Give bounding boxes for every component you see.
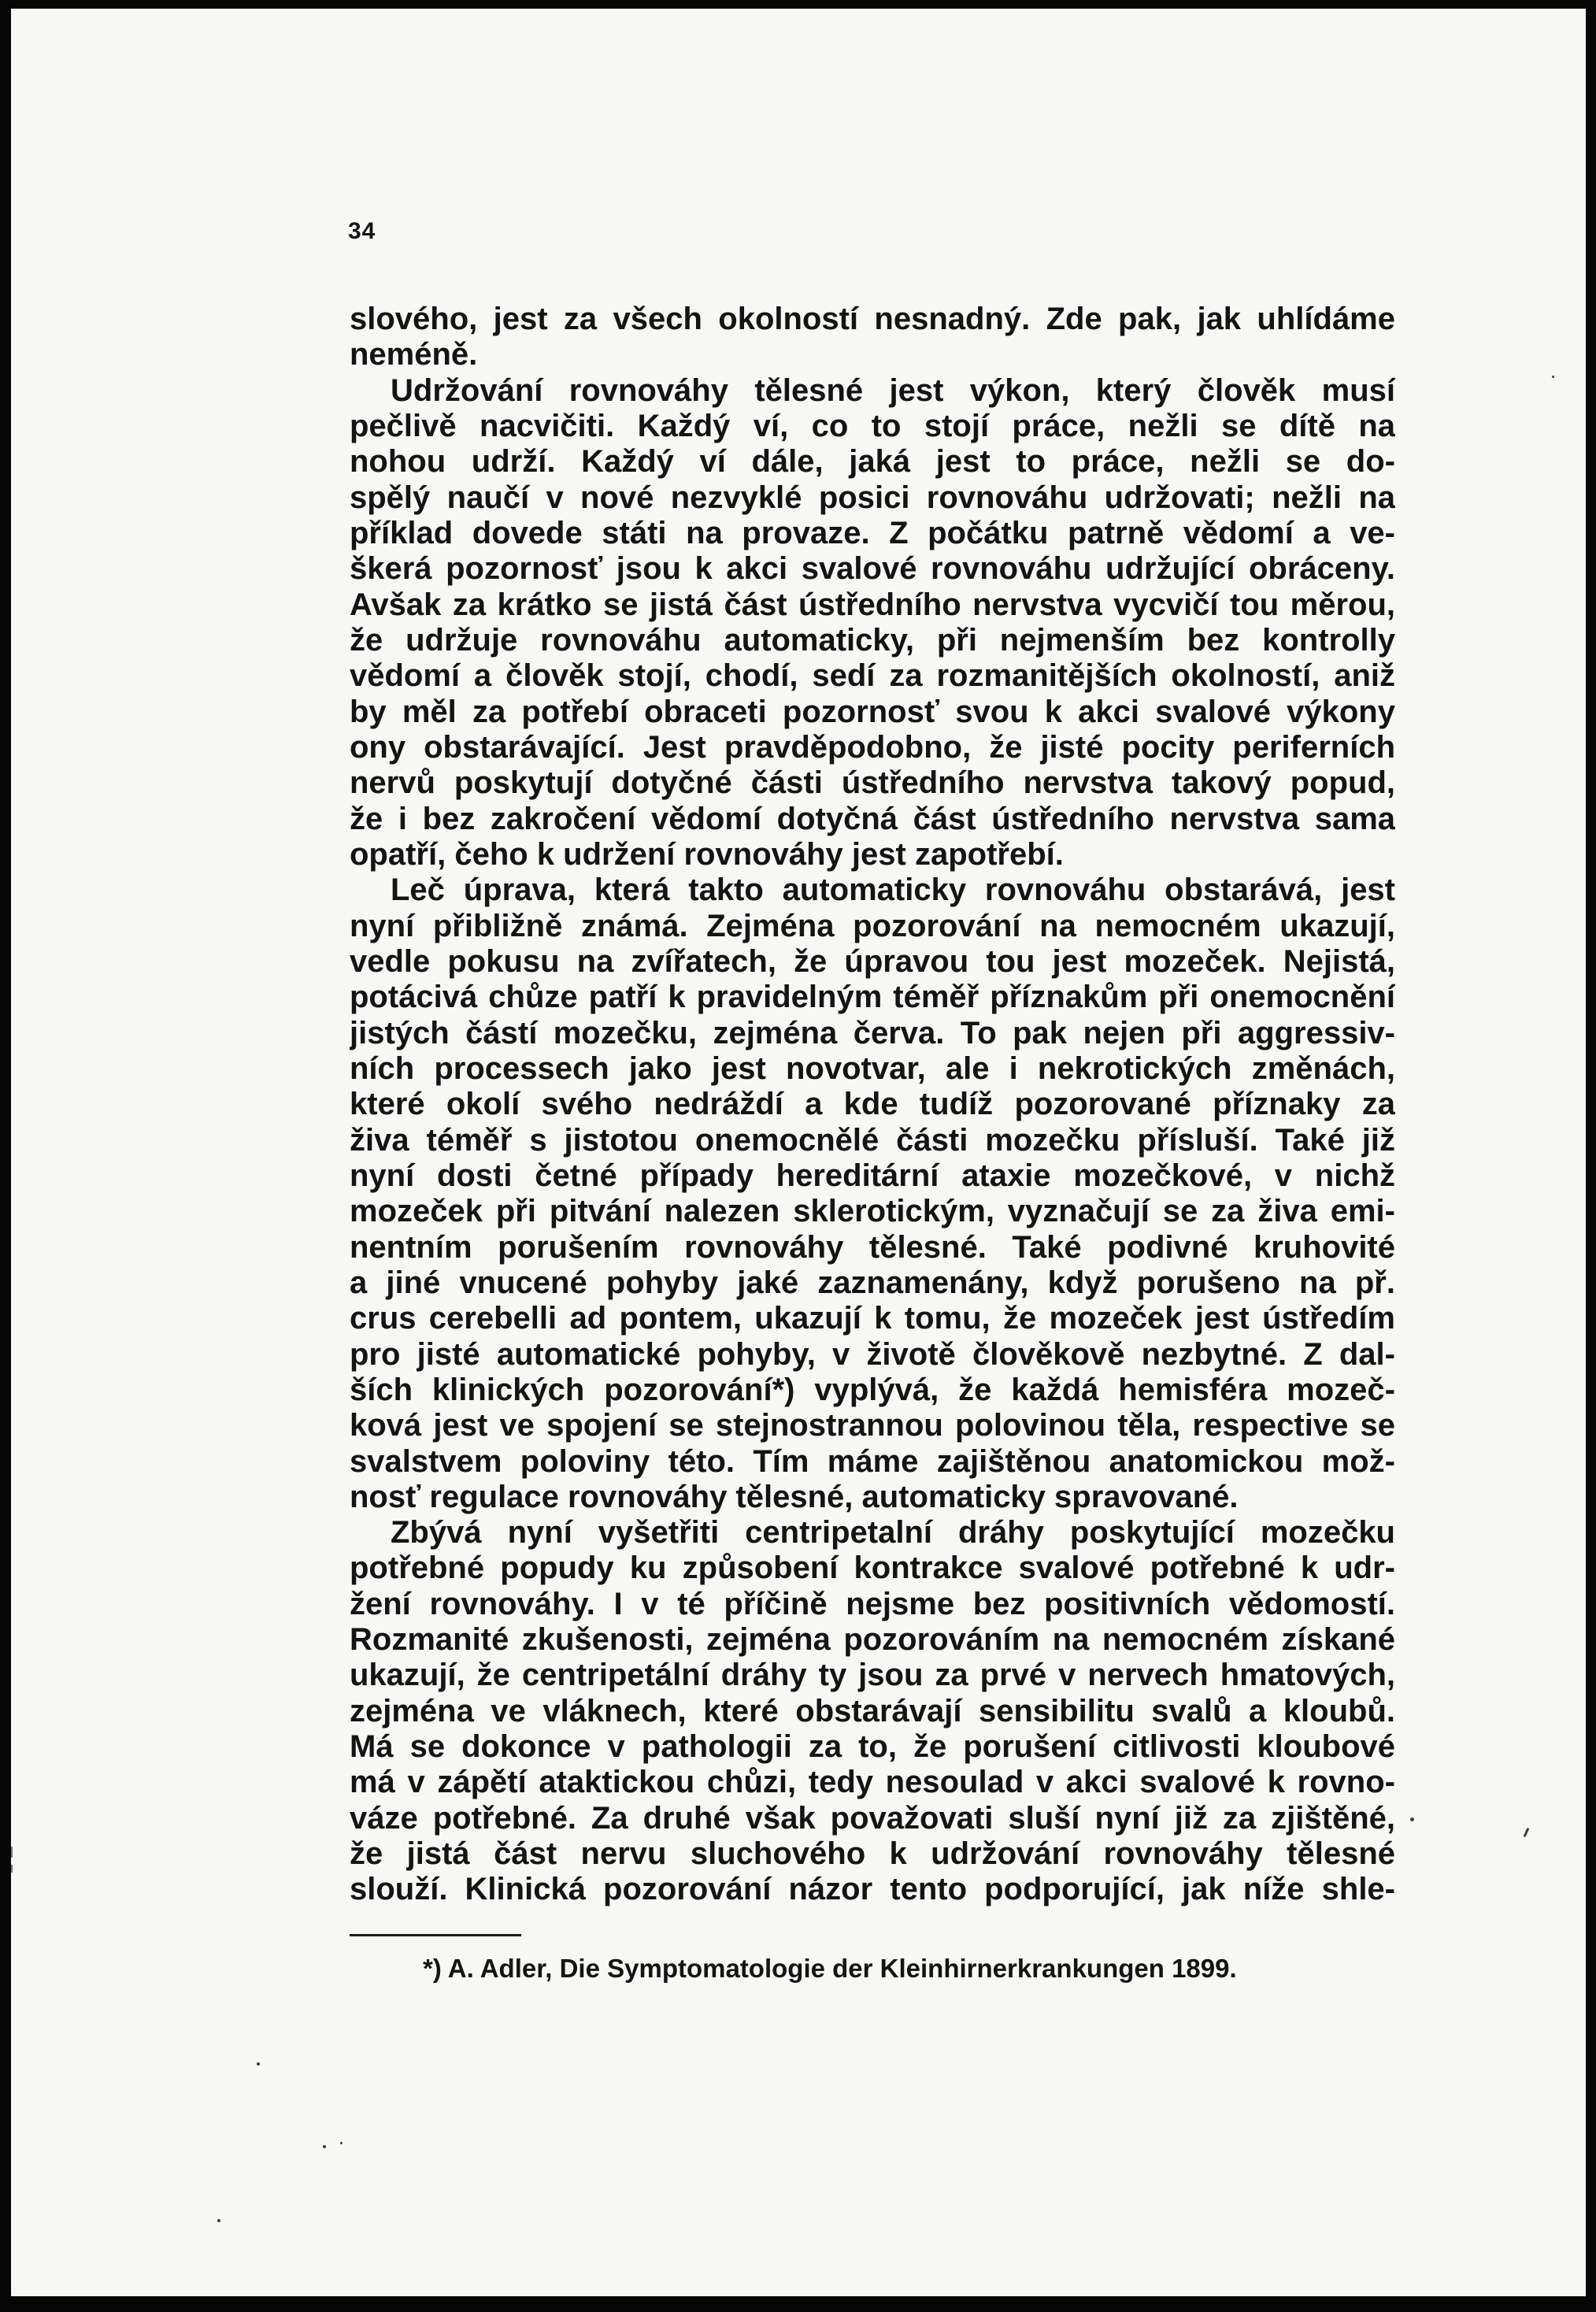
text-line: Rozmanité zkušenosti, zejména pozorováním na nemocném získané [350,1622,1395,1658]
text-line: ších klinických pozorování*) vyplývá, že každá hemisféra mozeč- [350,1372,1395,1407]
scan-speck [257,2062,260,2066]
scan-edge-mark [11,1847,13,1858]
scan-speck [1552,376,1554,378]
text-line: nervů poskytují dotyčné části ústředního nervstva takový popud, [350,765,1395,801]
scan-speck [217,2219,220,2222]
scan-edge-mark [11,1865,13,1873]
text-line: ková jest ve spojení se stejnostrannou polovinou těla, respective se [350,1408,1395,1443]
text-line: které okolí svého nedráždí a kde tudíž pozorované příznaky za [350,1087,1395,1122]
text-line: slového, jest za všech okolností nesnadný. Zde pak, jak uhlídáme [350,302,1395,336]
text-line: potřebné popudy ku způsobení kontrakce svalové potřebné k udr- [350,1551,1395,1586]
text-line: že udržuje rovnováhu automaticky, při nejmenším bez kontrolly [350,622,1395,658]
text-line: váze potřebné. Za druhé však považovati sluší nyní již za zjištěné, [350,1800,1395,1836]
text-line: nosť regulace rovnováhy tělesné, automaticky spravované. [350,1479,1239,1514]
text-line: že jistá část nervu sluchového k udržování rovnováhy tělesné [350,1836,1395,1872]
book-page [11,9,1586,2296]
text-line: jistých částí mozečku, zejména červa. To pak nejen při aggressiv- [350,1015,1395,1050]
scan-speck [1410,1817,1414,1821]
text-line: že i bez zakročení vědomí dotyčná část ústředního nervstva sama [350,801,1395,836]
text-line: nyní dosti četné případy hereditární ataxie mozečkové, v nichž [350,1158,1395,1193]
text-line: mozeček při pitvání nalezen sklerotickým, vyznačují se za živa emi- [350,1194,1395,1229]
text-line: crus cerebelli ad pontem, ukazují k tomu, že mozeček jest ústředím [350,1301,1395,1336]
text-line: svalstvem poloviny této. Tím máme zajištěnou anatomickou mož- [350,1443,1395,1479]
text-line: neméně. [350,337,478,372]
text-line: pečlivě nacvičiti. Každý ví, co to stojí práce, nežli se dítě na [350,408,1395,443]
scan-speck [340,2142,343,2144]
text-line: pro jisté automatické pohyby, v životě člověkově nezbytné. Z dal- [350,1336,1395,1372]
footnote: *) A. Adler, Die Symptomatologie der Kleinhirnerkrankungen 1899. [423,1954,1237,1983]
text-line: vedle pokusu na zvířatech, že úpravou tou jest mozeček. Nejistá, [350,943,1395,979]
text-line: spělý naučí v nové nezvyklé posici rovnováhu udržovati; nežli na [350,480,1395,515]
scan-speck [323,2145,326,2148]
text-line: ukazují, že centripetální dráhy ty jsou za prvé v nervech hmatových, [350,1658,1395,1693]
text-line: příklad dovede státi na provaze. Z počátku patrně vědomí a ve- [350,515,1395,550]
text-line: by měl za potřebí obraceti pozornosť svou k akci svalové výkony [350,694,1395,729]
body-text [350,302,1395,1908]
text-line: Zbývá nyní vyšetřiti centripetalní dráhy poskytující mozečku [391,1515,1395,1551]
text-line: Leč úprava, která takto automaticky rovnováhu obstarává, jest [391,873,1395,908]
text-line: Má se dokonce v pathologii za to, že porušení citlivosti kloubové [350,1729,1395,1765]
text-line: opatří, čeho k udržení rovnováhy jest zapotřebí. [350,836,1064,872]
text-line: nyní přibližně známá. Zejména pozorování na nemocném ukazují, [350,908,1395,943]
text-line: Avšak za krátko se jistá část ústředního nervstva vycvičí tou měrou, [350,587,1395,622]
text-line: zejména ve vláknech, které obstarávají sensibilitu svalů a kloubů. [350,1693,1395,1728]
text-line: nohou udrží. Každý ví dále, jaká jest to práce, nežli se do- [350,444,1395,480]
text-line: škerá pozornosť jsou k akci svalové rovnováhu udržující obráceny. [350,551,1395,587]
text-line: žení rovnováhy. I v té příčině nejsme bez positivních vědomostí. [350,1586,1395,1621]
text-line: nentním porušením rovnováhy tělesné. Také podivné kruhovité [350,1229,1395,1265]
text-line: slouží. Klinická pozorování názor tento podporující, jak níže shle- [350,1872,1395,1907]
text-line: a jiné vnucené pohyby jaké zaznamenány, když porušeno na př. [350,1265,1395,1300]
text-line: Udržování rovnováhy tělesné jest výkon, který člověk musí [391,372,1395,408]
text-line: živa téměř s jistotou onemocnělé části mozečku přísluší. Také již [350,1122,1395,1158]
scan-speck [1524,1828,1530,1837]
text-line: ony obstarávající. Jest pravděpodobno, že jisté pocity periferních [350,729,1395,765]
text-line: má v zápětí ataktickou chůzi, tedy nesoulad v akci svalové k rovno- [350,1765,1395,1800]
text-line: vědomí a člověk stojí, chodí, sedí za rozmanitějších okolností, aniž [350,658,1395,694]
footnote-divider [350,1934,521,1936]
page-number: 34 [348,218,376,244]
text-line: ních processech jako jest novotvar, ale i nekrotických změnách, [350,1050,1395,1086]
text-line: potácivá chůze patří k pravidelným téměř příznakům při onemocnění [350,980,1395,1015]
